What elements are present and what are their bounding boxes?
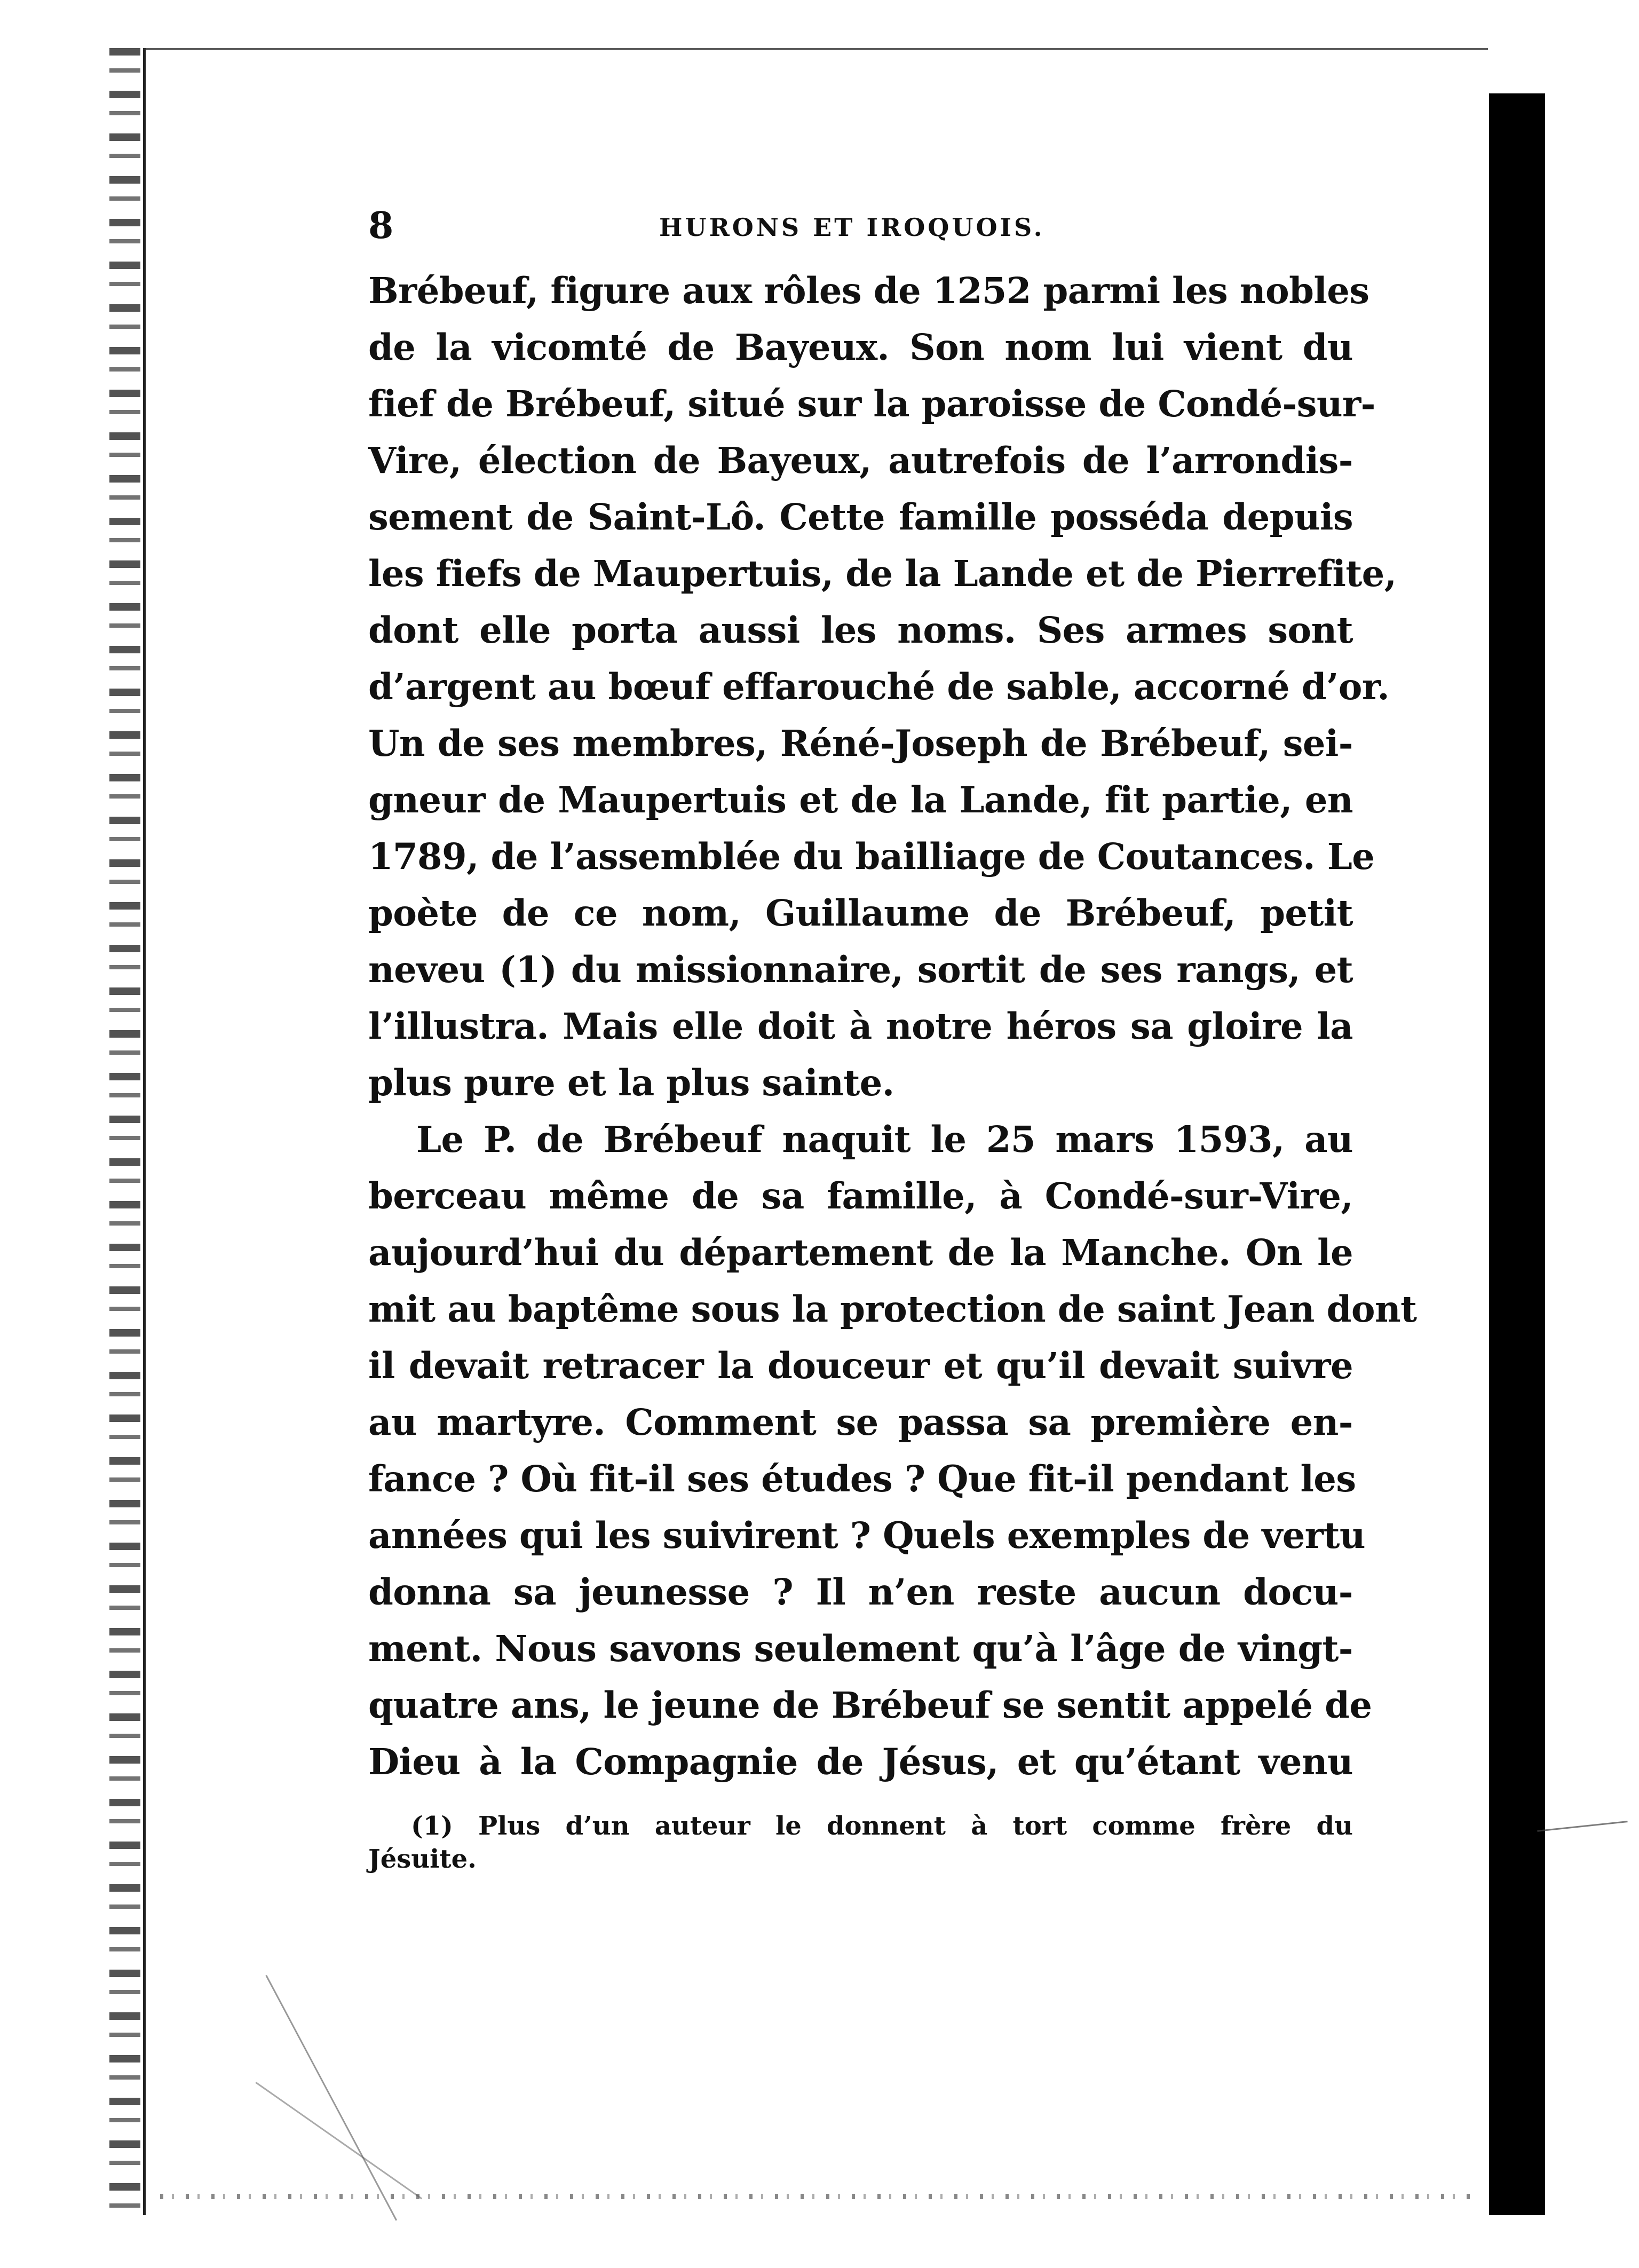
text-line: sement de Saint-Lô. Cette famille posséda depuis	[368, 496, 1353, 538]
scan-binding-edge	[109, 48, 140, 2215]
text-line: aujourd’hui du département de la Manche. On le	[368, 1231, 1353, 1274]
text-line: poète de ce nom, Guillaume de Brébeuf, petit	[368, 892, 1353, 934]
paragraph-start-line: Le P. de Brébeuf naquit le 25 mars 1593, au	[416, 1118, 1353, 1160]
text-line: berceau même de sa famille, à Condé-sur-Vire,	[368, 1175, 1353, 1217]
scan-scratch-mark	[265, 1975, 397, 2221]
text-line: les fiefs de Maupertuis, de la Lande et de Pierrefite,	[368, 552, 1397, 595]
footnote-line: (1) Plus d’un auteur le donnent à tort comme frère du	[411, 1811, 1353, 1841]
text-line: 1789, de l’assemblée du bailliage de Coutances. Le	[368, 835, 1375, 878]
text-line: donna sa jeunesse ? Il n’en reste aucun docu-	[368, 1571, 1353, 1613]
text-line: de la vicomté de Bayeux. Son nom lui vient du	[368, 326, 1353, 368]
body-text	[368, 263, 1417, 1790]
text-line: il devait retracer la douceur et qu’il devait suivre	[368, 1345, 1353, 1387]
scan-scratch-mark	[255, 2082, 422, 2199]
text-line: Vire, élection de Bayeux, autrefois de l’arrondis-	[368, 439, 1353, 481]
scan-top-border	[143, 48, 1488, 50]
text-line: neveu (1) du missionnaire, sortit de ses rangs, et	[368, 949, 1353, 991]
page-header	[368, 202, 1046, 250]
text-line: ment. Nous savons seulement qu’à l’âge de vingt-	[368, 1627, 1353, 1670]
text-line: mit au baptême sous la protection de saint Jean dont	[368, 1288, 1417, 1330]
scan-bottom-noise	[160, 2194, 1478, 2199]
text-line: au martyre. Comment se passa sa première en-	[368, 1401, 1353, 1443]
text-line: Un de ses membres, Réné-Joseph de Brébeuf, sei-	[368, 722, 1353, 764]
footnote	[368, 1809, 1353, 1876]
text-line: années qui les suivirent ? Quels exemples de vertu	[368, 1514, 1365, 1556]
scan-right-shadow	[1489, 93, 1545, 2215]
text-line: d’argent au bœuf effarouché de sable, accorné d’or.	[368, 666, 1390, 708]
text-line: Brébeuf, figure aux rôles de 1252 parmi les nobles	[368, 270, 1369, 312]
text-line: dont elle porta aussi les noms. Ses armes sont	[368, 609, 1353, 651]
running-head: HURONS ET IROQUOIS.	[659, 213, 1045, 242]
text-line: fief de Brébeuf, situé sur la paroisse de Condé-sur-	[368, 383, 1375, 425]
scan-scratch-mark	[1537, 1821, 1627, 1832]
scan-left-border	[143, 48, 146, 2215]
text-line: l’illustra. Mais elle doit à notre héros sa gloire la	[368, 1005, 1353, 1047]
text-line: Dieu à la Compagnie de Jésus, et qu’étant venu	[368, 1741, 1353, 1783]
page-number: 8	[368, 204, 394, 247]
text-line: quatre ans, le jeune de Brébeuf se sentit appelé de	[368, 1684, 1372, 1726]
footnote-line: Jésuite.	[368, 1844, 477, 1874]
paragraph-end-line: plus pure et la plus sainte.	[368, 1062, 894, 1104]
text-line: gneur de Maupertuis et de la Lande, fit partie, en	[368, 779, 1353, 821]
text-line: fance ? Où fit-il ses études ? Que fit-il pendant les	[368, 1458, 1356, 1500]
